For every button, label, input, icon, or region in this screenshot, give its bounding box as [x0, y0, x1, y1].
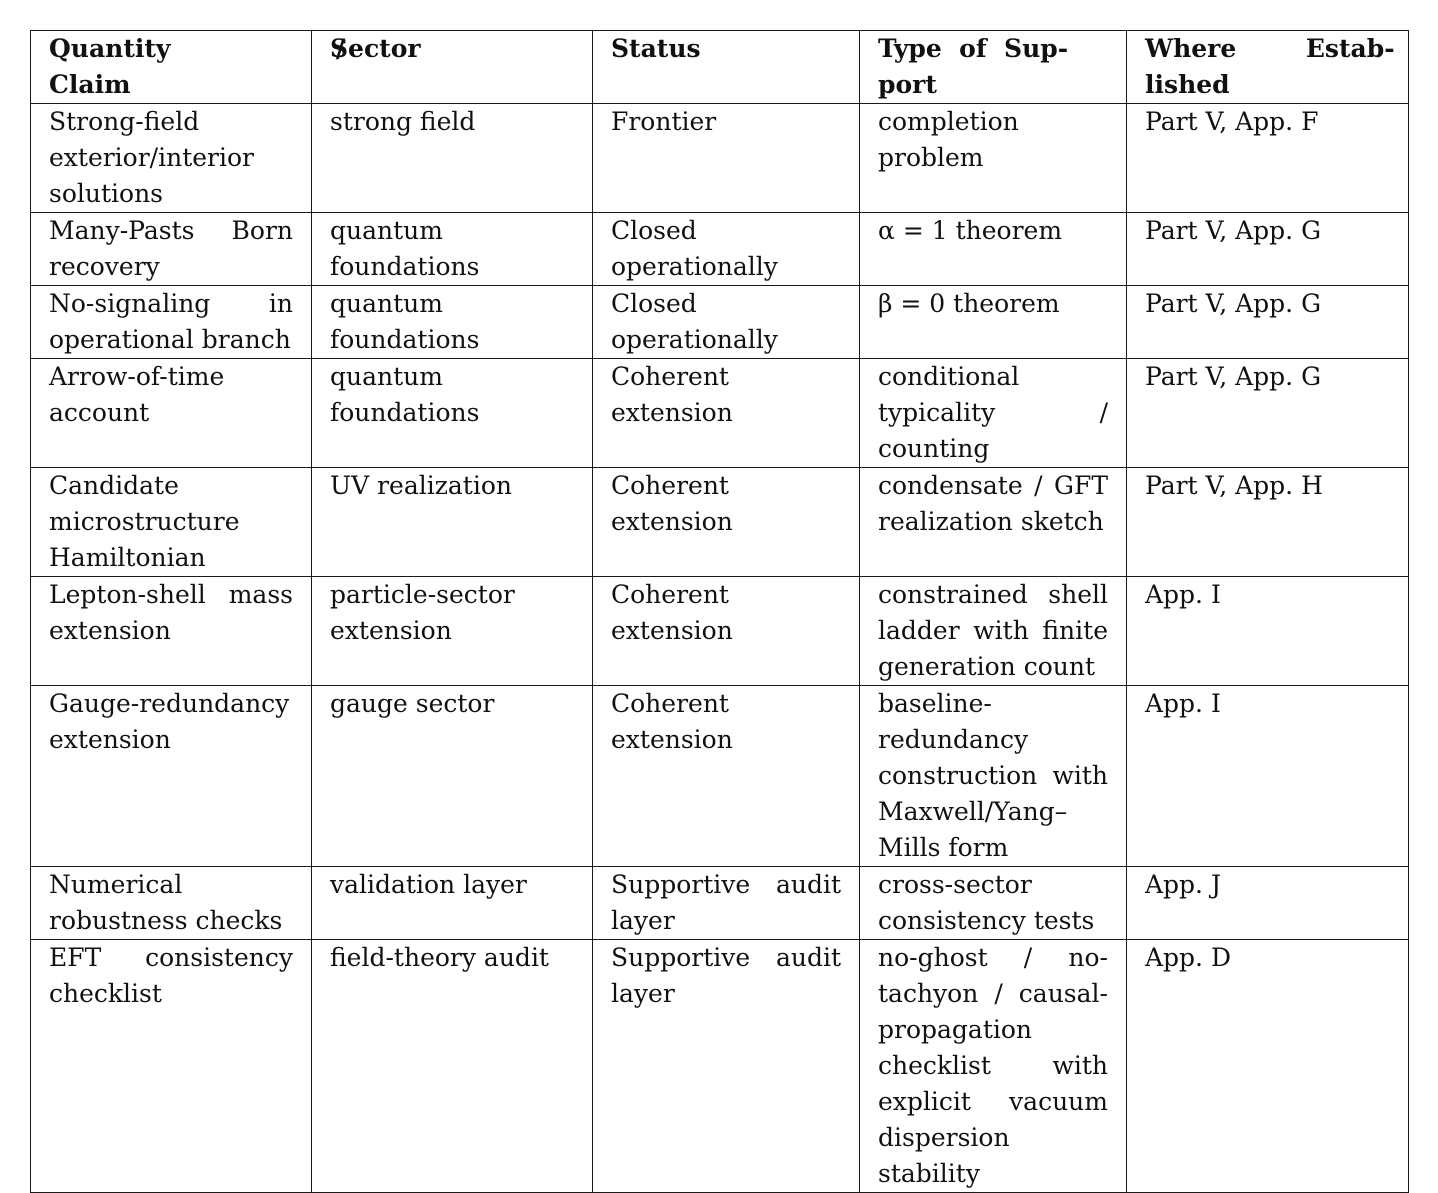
header-where: Where Established — [1127, 31, 1409, 104]
table-row — [31, 286, 1409, 359]
cell-claim: Lepton-shell mass extension — [31, 577, 312, 686]
cell-status: Frontier — [593, 104, 860, 213]
table-row — [31, 577, 1409, 686]
cell-support: cross-sector consistency tests — [860, 867, 1127, 940]
cell-sector: quantum foundations — [312, 286, 593, 359]
table-body — [31, 104, 1409, 1193]
cell-where: Part V, App. F — [1127, 104, 1409, 213]
table-row — [31, 686, 1409, 867]
cell-where: Part V, App. G — [1127, 286, 1409, 359]
header-support: Type of Support — [860, 31, 1127, 104]
cell-where: App. D — [1127, 940, 1409, 1193]
cell-claim: Gauge-redundancy extension — [31, 686, 312, 867]
cell-sector: particle-sector extension — [312, 577, 593, 686]
cell-status: Closed operationally — [593, 286, 860, 359]
header-claim: Quantity / Claim — [31, 31, 312, 104]
cell-status: Coherent extension — [593, 359, 860, 468]
cell-sector: quantum foundations — [312, 213, 593, 286]
cell-claim: Many-Pasts Born recovery — [31, 213, 312, 286]
cell-claim: Candidate microstructure Hamiltonian — [31, 468, 312, 577]
cell-sector: UV realization — [312, 468, 593, 577]
cell-support: conditional typicality / counting — [860, 359, 1127, 468]
cell-where: App. I — [1127, 686, 1409, 867]
cell-support: condensate / GFT realization sketch — [860, 468, 1127, 577]
cell-claim: EFT consistency checklist — [31, 940, 312, 1193]
claims-status-table — [30, 30, 1409, 1193]
table-row — [31, 213, 1409, 286]
cell-status: Coherent extension — [593, 686, 860, 867]
cell-status: Closed operationally — [593, 213, 860, 286]
cell-support: completion problem — [860, 104, 1127, 213]
cell-status: Coherent extension — [593, 577, 860, 686]
cell-sector: gauge sector — [312, 686, 593, 867]
cell-support: β = 0 theorem — [860, 286, 1127, 359]
cell-where: Part V, App. G — [1127, 213, 1409, 286]
cell-sector: field-theory audit — [312, 940, 593, 1193]
cell-support: no-ghost / no-tachyon / causal-propagation checklist with explicit vacuum dispersion stability — [860, 940, 1127, 1193]
cell-where: App. I — [1127, 577, 1409, 686]
table-row — [31, 867, 1409, 940]
table-row — [31, 468, 1409, 577]
cell-claim: Strong-field exterior/interior solutions — [31, 104, 312, 213]
header-row — [31, 31, 1409, 104]
cell-support: α = 1 theorem — [860, 213, 1127, 286]
cell-status: Supportive audit layer — [593, 867, 860, 940]
cell-sector: validation layer — [312, 867, 593, 940]
table-row — [31, 104, 1409, 213]
cell-where: App. J — [1127, 867, 1409, 940]
cell-support: baseline-redundancy construction with Maxwell/Yang–Mills form — [860, 686, 1127, 867]
cell-where: Part V, App. H — [1127, 468, 1409, 577]
cell-claim: Numerical robustness checks — [31, 867, 312, 940]
table-row — [31, 940, 1409, 1193]
header-status: Status — [593, 31, 860, 104]
cell-sector: strong field — [312, 104, 593, 213]
cell-sector: quantum foundations — [312, 359, 593, 468]
table-row — [31, 359, 1409, 468]
cell-claim: No-signaling in operational branch — [31, 286, 312, 359]
cell-claim: Arrow-of-time account — [31, 359, 312, 468]
cell-status: Coherent extension — [593, 468, 860, 577]
cell-status: Supportive audit layer — [593, 940, 860, 1193]
header-sector: Sector — [312, 31, 593, 104]
cell-support: constrained shell ladder with finite generation count — [860, 577, 1127, 686]
cell-where: Part V, App. G — [1127, 359, 1409, 468]
